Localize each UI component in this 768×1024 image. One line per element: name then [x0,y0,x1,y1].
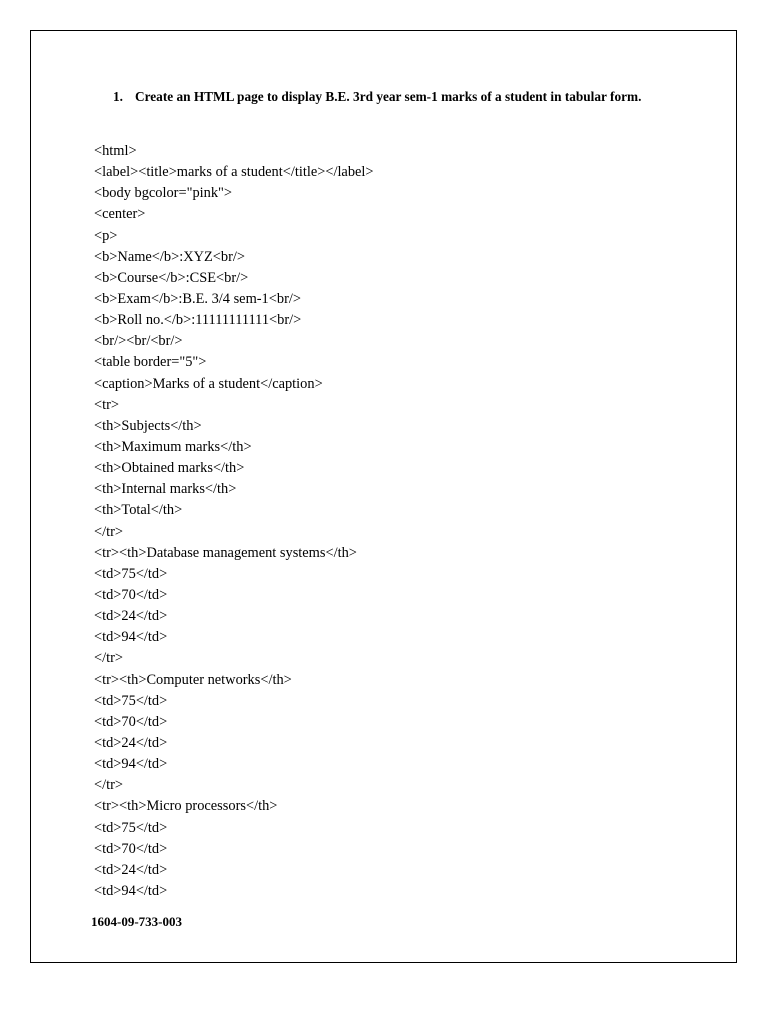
code-line: <b>Roll no.</b>:11111111111<br/> [94,312,302,329]
code-line: <th>Subjects</th> [94,417,202,434]
code-line: <th>Total</th> [94,502,183,519]
code-line: <table border="5"> [94,354,207,371]
html-code-listing [94,141,374,902]
code-line: <caption>Marks of a student</caption> [94,375,323,392]
code-line: <th>Obtained marks</th> [94,460,245,477]
code-line: <td>75</td> [94,692,168,709]
code-line: <td>75</td> [94,565,168,582]
code-line: <td>24</td> [94,608,168,625]
code-line: <b>Course</b>:CSE<br/> [94,269,249,286]
code-line: <th>Internal marks</th> [94,481,237,498]
code-line: <p> [94,227,118,244]
code-line: <html> [94,143,137,159]
code-line: <tr><th>Micro processors</th> [94,798,278,815]
code-line: <td>94</td> [94,882,168,899]
code-line: </tr> [94,650,124,667]
code-line: <b>Name</b>:XYZ<br/> [94,248,246,265]
code-line: <td>70</td> [94,586,168,603]
code-line: <b>Exam</b>:B.E. 3/4 sem-1<br/> [94,290,301,307]
code-line: <td>94</td> [94,756,168,773]
code-line: <td>70</td> [94,840,168,857]
code-line: <td>70</td> [94,713,168,730]
question-number: 1. [113,89,123,104]
code-line: <td>94</td> [94,629,168,646]
code-line: </tr> [94,777,124,794]
code-line: <td>75</td> [94,819,168,836]
code-line: <br/><br/<br/> [94,333,183,350]
code-line: <td>24</td> [94,734,168,751]
student-id-footer: 1604-09-733-003 [91,914,182,929]
code-line: </tr> [94,523,124,540]
code-line: <center> [94,206,146,223]
code-line: <body bgcolor="pink"> [94,185,233,202]
question-heading [113,89,641,105]
code-line: <tr><th>Computer networks</th> [94,671,292,688]
code-line: <th>Maximum marks</th> [94,438,252,455]
code-line: <tr><th>Database management systems</th> [94,544,357,561]
code-line: <td>24</td> [94,861,168,878]
code-line: <label><title>marks of a student</title></label> [94,164,374,181]
question-text: Create an HTML page to display B.E. 3rd year sem-1 marks of a student in tabular form. [135,89,642,104]
code-line: <tr> [94,396,120,413]
